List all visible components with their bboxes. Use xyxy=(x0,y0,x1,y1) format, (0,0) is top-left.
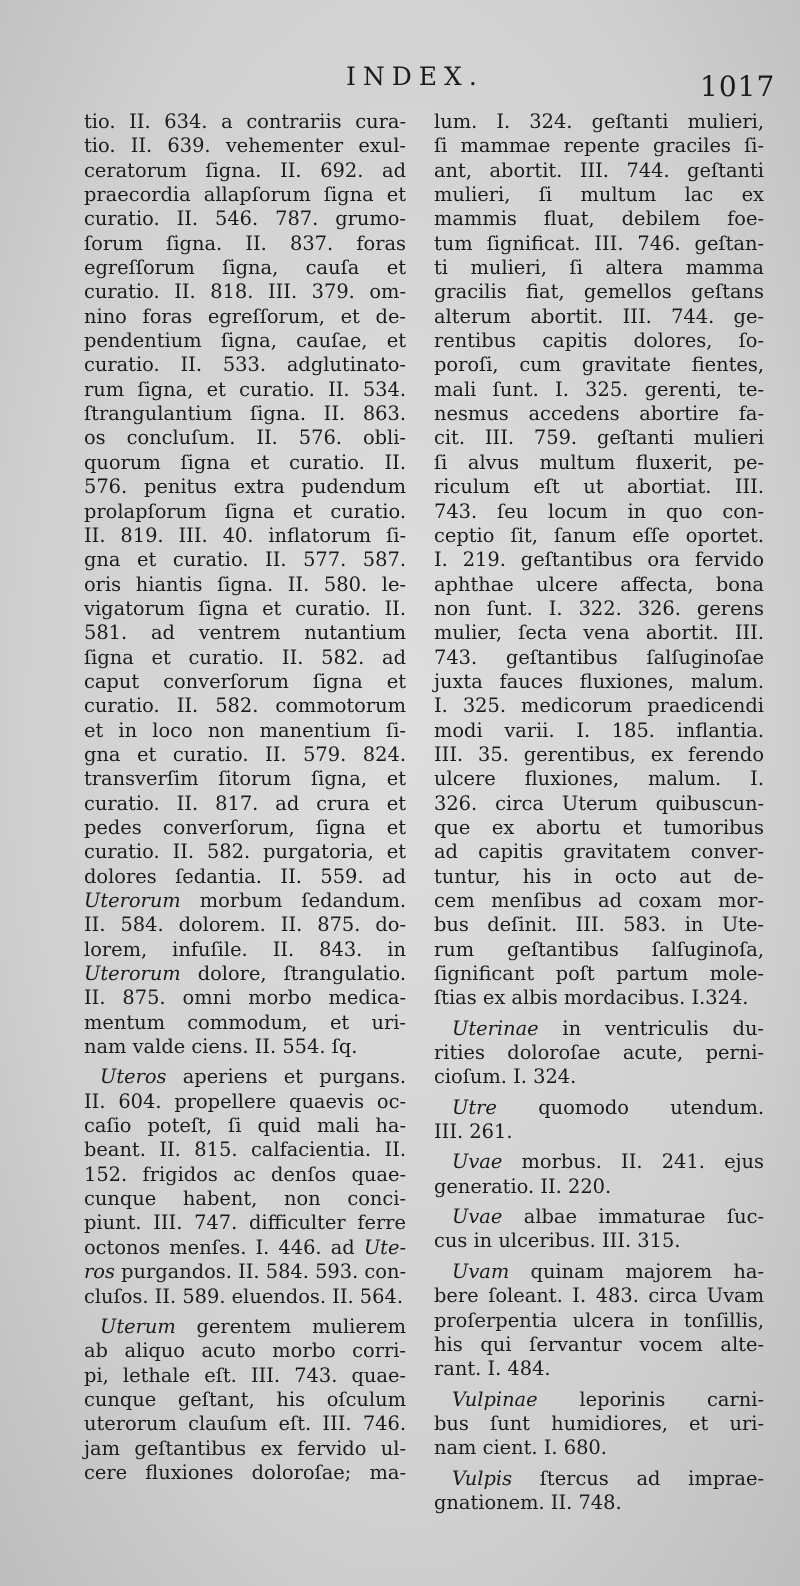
text-line: cunque geſtant, his oſculum xyxy=(84,1387,406,1411)
left-column xyxy=(84,110,406,1485)
text-line: III. 35. gerentibus, ex ferendo xyxy=(434,742,764,766)
text-line: cem menſibus ad coxam mor- xyxy=(434,889,764,912)
index-headword: Uteros xyxy=(100,1065,167,1089)
text-line: egreſſorum ſigna, cauſa et xyxy=(84,256,406,280)
right-column xyxy=(434,110,764,1515)
text-line: Uvae morbus. II. 241. ejus xyxy=(452,1150,764,1174)
text-line: II. 819. III. 40. inflatorum ſi- xyxy=(84,523,406,547)
text-line: pedes converſorum, ſigna et xyxy=(84,815,406,839)
text-line: ant, abortit. III. 744. geſtanti xyxy=(434,158,764,182)
text-line: bus ſunt humidiores, et uri- xyxy=(434,1411,764,1435)
text-line: II. 604. propellere quaevis oc- xyxy=(84,1089,406,1113)
text-line: dolores ſedantia. II. 559. ad xyxy=(84,864,406,888)
text-line: his qui ſervantur vocem alte- xyxy=(434,1332,764,1356)
text-line: cus in ulceribus. III. 315. xyxy=(434,1229,681,1253)
text-line: jam geſtantibus ex fervido ul- xyxy=(84,1436,406,1460)
text-line: ros purgandos. II. 584. 593. con- xyxy=(84,1260,406,1284)
text-line: nino foras egreſſorum, et de- xyxy=(84,304,406,328)
text-line: Uterinae in ventriculis du- xyxy=(452,1016,764,1040)
text-line: ſorum ſigna. II. 837. foras xyxy=(84,231,406,255)
text-line: quorum ſigna et curatio. II. xyxy=(84,450,406,474)
text-line: curatio. II. 582. purgatoria, et xyxy=(84,840,406,864)
text-line: cit. III. 759. geſtanti mulieri xyxy=(434,426,764,450)
text-line: mammis fluat, debilem foe- xyxy=(434,207,764,231)
text-line: rum ſigna, et curatio. II. 534. xyxy=(84,377,406,401)
text-line: gna et curatio. II. 577. 587. xyxy=(84,548,406,572)
text-line: rant. I. 484. xyxy=(434,1357,551,1381)
text-line: rum geſtantibus ſalſuginoſa, xyxy=(434,937,764,961)
index-headword: Uvam xyxy=(452,1259,510,1283)
text-line: I. 325. medicorum praedicendi xyxy=(434,694,764,718)
text-line: mentum commodum, et uri- xyxy=(84,1010,406,1034)
text-line: vigatorum ſigna et curatio. II. xyxy=(84,596,406,620)
index-headword: Ute- xyxy=(363,1235,406,1259)
text-line: uterorum clauſum eſt. III. 746. xyxy=(84,1412,406,1436)
text-line: Uterum gerentem mulierem xyxy=(100,1314,406,1338)
text-line: gnationem. II. 748. xyxy=(434,1490,622,1514)
text-line: oris hiantis ſigna. II. 580. le- xyxy=(84,572,406,596)
text-line: bere ſoleant. I. 483. circa Uvam xyxy=(434,1284,764,1308)
text-line: curatio. II. 546. 787. grumo- xyxy=(84,207,406,231)
text-line: nesmus accedens abortire fa- xyxy=(434,402,764,426)
text-line: aphthae ulcere affecta, bona xyxy=(434,572,764,596)
text-line: lum. I. 324. geſtanti mulieri, xyxy=(434,110,764,133)
text-line: ſi alvus multum fluxerit, pe- xyxy=(434,450,764,474)
text-line: cluſos. II. 589. eluendos. II. 564. xyxy=(84,1284,403,1308)
text-line: curatio. II. 533. adglutinato- xyxy=(84,353,406,377)
text-line: lorem, infuſile. II. 843. in xyxy=(84,937,406,961)
header-title: INDEX. xyxy=(346,62,484,91)
text-line: gna et curatio. II. 579. 824. xyxy=(84,742,406,766)
text-line: gracilis fiat, gemellos geſtans xyxy=(434,280,764,304)
text-line: octonos menſes. I. 446. ad Ute- xyxy=(84,1235,406,1259)
text-line: bus deſinit. III. 583. in Ute- xyxy=(434,913,764,937)
text-line: Uteros aperiens et purgans. xyxy=(100,1065,406,1089)
index-headword: Uvae xyxy=(452,1150,503,1174)
text-line: Vulpinae leporinis carni- xyxy=(452,1387,764,1411)
index-headword: Uterorum xyxy=(84,889,181,912)
text-line: cioſum. I. 324. xyxy=(434,1065,577,1089)
index-headword: Vulpis xyxy=(452,1466,513,1490)
text-line: que ex abortu et tumoribus xyxy=(434,815,764,839)
text-line: pendentium ſigna, cauſae, et xyxy=(84,329,406,353)
text-line: mulieri, ſi multum lac ex xyxy=(434,183,764,207)
text-line: Uvam quinam majorem ha- xyxy=(452,1259,764,1283)
text-line: nam cient. I. 680. xyxy=(434,1436,607,1460)
text-line: ceratorum ſigna. II. 692. ad xyxy=(84,158,406,182)
text-line: ad capitis gravitatem conver- xyxy=(434,840,764,864)
text-line: prolapſorum ſigna et curatio. xyxy=(84,499,406,523)
index-headword: Uterinae xyxy=(452,1016,539,1040)
text-line: alterum abortit. III. 744. ge- xyxy=(434,304,764,328)
page-number: 1017 xyxy=(700,70,776,103)
text-line: III. 261. xyxy=(434,1120,513,1144)
text-line: cunque habent, non conci- xyxy=(84,1187,406,1211)
text-line: curatio. II. 817. ad crura et xyxy=(84,791,406,815)
text-line: rentibus capitis dolores, ſo- xyxy=(434,329,764,353)
index-headword: ros xyxy=(84,1260,115,1284)
text-line: ceptio ſit, ſanum eſſe oportet. xyxy=(434,523,764,547)
text-line: et in loco non manentium ſi- xyxy=(84,718,406,742)
text-line: 152. frigidos ac denſos quae- xyxy=(84,1162,406,1186)
text-line: pi, lethale eſt. III. 743. quae- xyxy=(84,1363,406,1387)
text-line: ſtias ex albis mordacibus. I.324. xyxy=(434,986,749,1010)
text-line: Vulpis ſtercus ad imprae- xyxy=(452,1466,764,1490)
text-line: ſtrangulantium ſigna. II. 863. xyxy=(84,402,406,426)
text-line: os concluſum. II. 576. obli- xyxy=(84,426,406,450)
text-line: II. 875. omni morbo medica- xyxy=(84,986,406,1010)
text-line: ſignificant poſt partum mole- xyxy=(434,962,764,986)
text-line: II. 584. dolorem. II. 875. do- xyxy=(84,913,406,937)
text-line: Uterorum dolore, ſtrangulatio. xyxy=(84,962,406,986)
text-line: I. 219. geſtantibus ora fervido xyxy=(434,548,764,572)
text-line: poroſi, cum gravitate fientes, xyxy=(434,353,764,377)
text-line: tum ſignificat. III. 746. geſtan- xyxy=(434,231,764,255)
text-line: 581. ad ventrem nutantium xyxy=(84,621,406,645)
text-line: tuntur, his in octo aut de- xyxy=(434,864,764,888)
text-line: praecordia allapſorum ſigna et xyxy=(84,183,406,207)
text-line: mulier, ſecta vena abortit. III. xyxy=(434,621,764,645)
text-line: juxta fauces fluxiones, malum. xyxy=(434,669,764,693)
text-line: tio. II. 639. vehementer exul- xyxy=(84,134,406,158)
text-line: rities doloroſae acute, perni- xyxy=(434,1041,764,1065)
text-line: beant. II. 815. calfacientia. II. xyxy=(84,1138,406,1162)
text-line: curatio. II. 582. commotorum xyxy=(84,694,406,718)
text-line: transverſim ſitorum ſigna, et xyxy=(84,767,406,791)
text-line: proſerpentia ulcera in tonſillis, xyxy=(434,1308,764,1332)
index-headword: Uvae xyxy=(452,1205,503,1229)
text-line: ab aliquo acuto morbo corri- xyxy=(84,1339,406,1363)
text-line: 743. ſeu locum in quo con- xyxy=(434,499,764,523)
text-line: piunt. III. 747. difficulter ferre xyxy=(84,1211,406,1235)
text-line: ti mulieri, ſi altera mamma xyxy=(434,256,764,280)
text-line: curatio. II. 818. III. 379. om- xyxy=(84,280,406,304)
running-header xyxy=(0,58,800,108)
text-line: Uterorum morbum ſedandum. xyxy=(84,889,406,912)
text-line: 743. geſtantibus ſalſuginoſae xyxy=(434,645,764,669)
text-line: modi varii. I. 185. inflantia. xyxy=(434,718,764,742)
text-line: mali ſunt. I. 325. gerenti, te- xyxy=(434,377,764,401)
text-line: tio. II. 634. a contrariis cura- xyxy=(84,110,406,133)
text-line: ſi mammae repente graciles ſi- xyxy=(434,134,764,158)
index-headword: Vulpinae xyxy=(452,1387,538,1411)
text-line: caput converſorum ſigna et xyxy=(84,669,406,693)
text-line: non ſunt. I. 322. 326. gerens xyxy=(434,596,764,620)
text-line: Utre quomodo utendum. xyxy=(452,1095,764,1119)
text-line: nam valde ciens. II. 554. ſq. xyxy=(84,1035,358,1059)
text-line: riculum eſt ut abortiat. III. xyxy=(434,475,764,499)
text-line: 576. penitus extra pudendum xyxy=(84,475,406,499)
index-headword: Uterorum xyxy=(84,962,181,986)
text-line: Uvae albae immaturae ſuc- xyxy=(452,1205,764,1229)
index-headword: Utre xyxy=(452,1095,497,1119)
text-line: generatio. II. 220. xyxy=(434,1174,612,1198)
text-line: ulcere fluxiones, malum. I. xyxy=(434,767,764,791)
text-line: caſio poteſt, ſi quid mali ha- xyxy=(84,1114,406,1138)
index-headword: Uterum xyxy=(100,1314,176,1338)
text-line: ſigna et curatio. II. 582. ad xyxy=(84,645,406,669)
text-line: cere fluxiones doloroſae; ma- xyxy=(84,1460,406,1484)
text-line: 326. circa Uterum quibuscun- xyxy=(434,791,764,815)
